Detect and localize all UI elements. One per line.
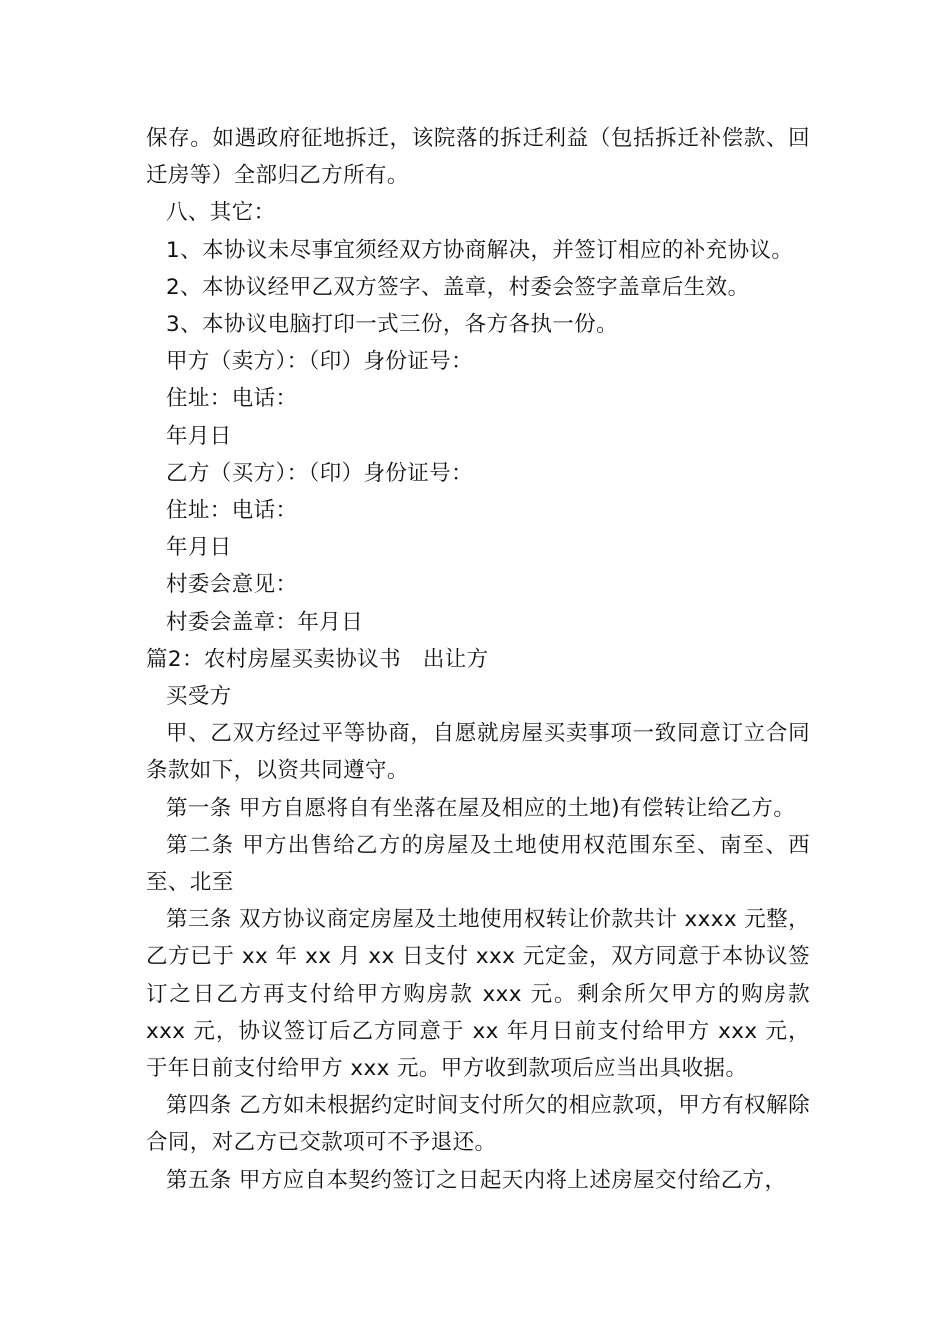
paragraph-10: 年月日	[166, 535, 232, 561]
paragraph-1: 八、其它：	[166, 200, 276, 226]
paragraph-4: 3、本协议电脑打印一式三份，各方各执一份。	[166, 312, 619, 338]
paragraph-2: 1、本协议未尽事宜须经双方协商解决，并签订相应的补充协议。	[166, 237, 794, 263]
section-heading: 篇2：农村房屋买卖协议书 出让方	[146, 646, 489, 672]
article-4: 第四条 乙方如未根据约定时间支付所欠的相应款项，甲方有权解除合同，对乙方已交款项可不予退还。	[146, 1093, 810, 1156]
paragraph-6: 住址：电话：	[166, 386, 298, 412]
paragraph-5: 甲方（卖方）：（印）身份证号：	[166, 349, 474, 375]
paragraph-7: 年月日	[166, 423, 232, 449]
article-1: 第一条 甲方自愿将自有坐落在屋及相应的土地)有偿转让给乙方。	[166, 795, 796, 821]
paragraph-3: 2、本协议经甲乙双方签字、盖章，村委会签字盖章后生效。	[166, 274, 750, 300]
article-3: 第三条 双方协议商定房屋及土地使用权转让价款共计 xxxx 元整，乙方已于 xx 年 xx 月 xx 日支付 xxx 元定金，双方同意于本协议签订之日乙方再支付给甲方购房款 xxx 元。剩余所欠甲方的购房款 xxx 元，协议签订后乙方同意于 xx 年月日前支付给甲方 xxx 元，于年日前支付给甲方 xxx 元。甲方收到款项后应当出具收据。	[146, 907, 810, 1082]
paragraph-15: 甲、乙双方经过平等协商，自愿就房屋买卖事项一致同意订立合同条款如下，以资共同遵守。	[146, 721, 810, 784]
paragraph-14: 买受方	[166, 684, 232, 710]
article-5: 第五条 甲方应自本契约签订之日起天内将上述房屋交付给乙方，	[166, 1167, 787, 1193]
article-2: 第二条 甲方出售给乙方的房屋及土地使用权范围东至、南至、西至、北至	[146, 832, 810, 896]
paragraph-9: 住址：电话：	[166, 498, 298, 524]
paragraph-8: 乙方（买方）：（印）身份证号：	[166, 460, 474, 486]
paragraph-12: 村委会盖章：年月日	[166, 609, 364, 635]
document-body	[146, 120, 810, 1199]
paragraph-11: 村委会意见：	[166, 572, 298, 598]
paragraph-0: 保存。如遇政府征地拆迁，该院落的拆迁利益（包括拆迁补偿款、回迁房等）全部归乙方所有。	[146, 126, 810, 189]
